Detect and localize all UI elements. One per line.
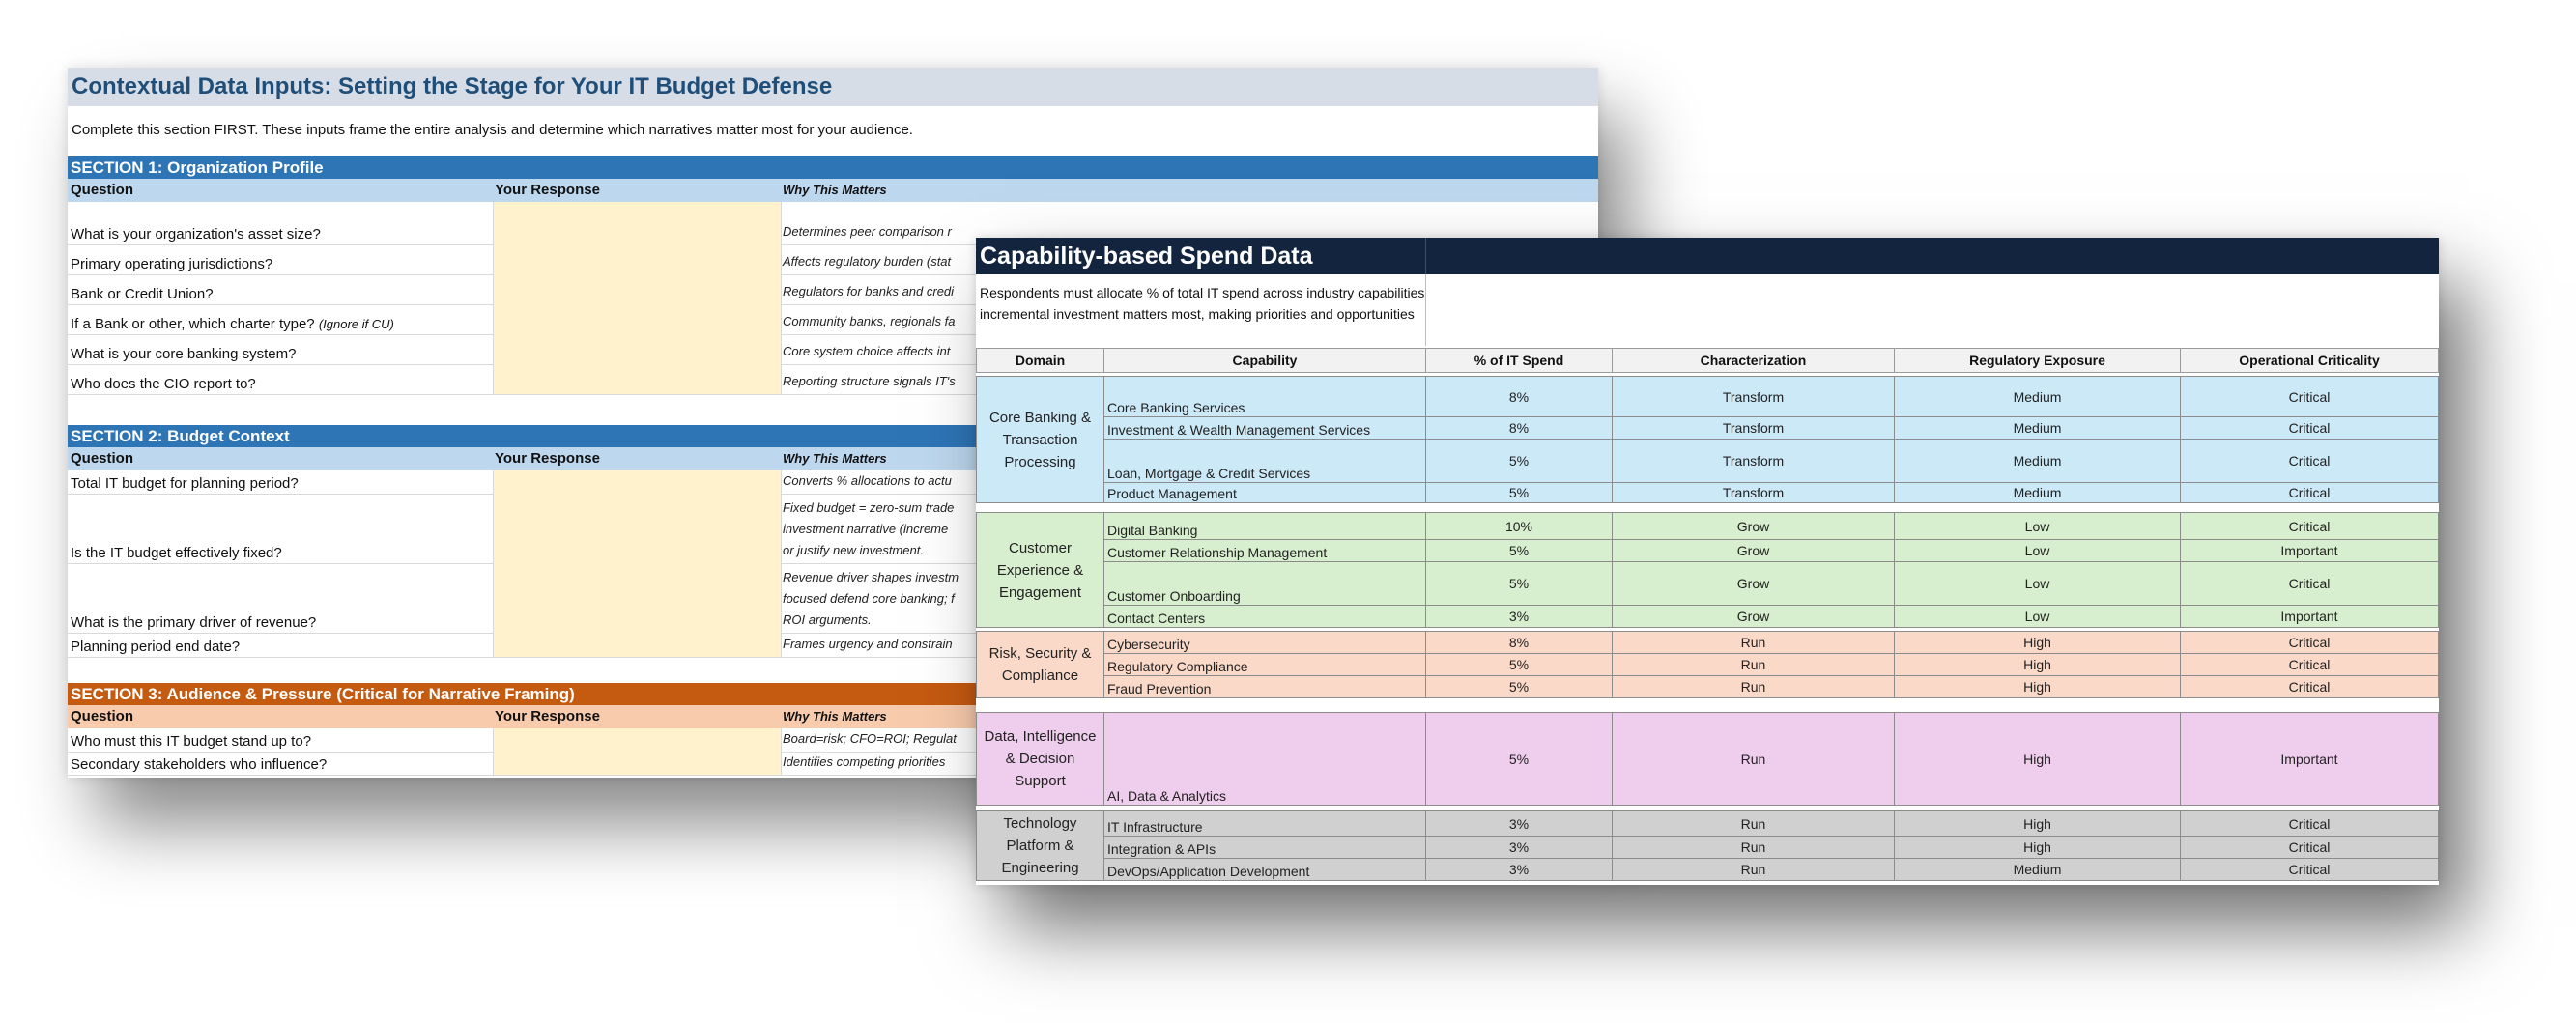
domain-cell: Technology Platform & Engineering <box>976 810 1104 881</box>
operational-criticality-cell: Critical <box>2180 512 2439 540</box>
operational-criticality-cell: Critical <box>2180 675 2439 698</box>
regulatory-exposure-cell: High <box>1894 836 2181 859</box>
capability-cell: Cybersecurity <box>1103 631 1426 654</box>
header-pct-spend: % of IT Spend <box>1425 348 1613 373</box>
capability-cell: Loan, Mortgage & Credit Services <box>1103 439 1426 483</box>
why-text: Community banks, regionals fa <box>783 314 956 328</box>
domain-cell: Risk, Security & Compliance <box>976 631 1104 698</box>
section-3-header: SECTION 3: Audience & Pressure (Critical for Narrative Framing) <box>68 683 1598 705</box>
pct-spend-cell: 5% <box>1425 439 1613 483</box>
operational-criticality-cell: Critical <box>2180 561 2439 606</box>
sheet1-intro: Complete this section FIRST. These inputs frame the entire analysis and determine which narratives matter most for your audience. <box>72 122 913 138</box>
section-2-header: SECTION 2: Budget Context <box>68 425 1598 447</box>
characterization-cell: Run <box>1612 675 1895 698</box>
operational-criticality-cell: Critical <box>2180 810 2439 837</box>
col-why: Why This Matters <box>783 183 887 197</box>
response-cell[interactable] <box>493 304 782 334</box>
sheet2-intro <box>976 274 1426 346</box>
regulatory-exposure-cell: High <box>1894 675 2181 698</box>
regulatory-exposure-cell: High <box>1894 810 2181 837</box>
characterization-cell: Run <box>1612 712 1895 806</box>
question-text: Secondary stakeholders who influence? <box>71 756 328 773</box>
question-text: If a Bank or other, which charter type? <box>71 316 315 332</box>
sheet2-title: Capability-based Spend Data <box>980 242 1313 270</box>
capability-cell: Fraud Prevention <box>1103 675 1426 698</box>
question-text: What is the primary driver of revenue? <box>71 614 317 631</box>
capability-cell: AI, Data & Analytics <box>1103 712 1426 806</box>
why-text: Determines peer comparison r <box>783 224 952 239</box>
capability-cell: Customer Relationship Management <box>1103 539 1426 562</box>
why-text: Revenue driver shapes investm focused defend core banking; f ROI arguments. <box>783 570 959 627</box>
header-capability: Capability <box>1103 348 1426 373</box>
operational-criticality-cell: Critical <box>2180 858 2439 881</box>
regulatory-exposure-cell: Low <box>1894 605 2181 628</box>
capability-cell: Digital Banking <box>1103 512 1426 540</box>
why-text: Frames urgency and constrain <box>783 637 953 651</box>
intro-line: incremental investment matters most, making priorities and opportunities <box>980 306 1415 322</box>
operational-criticality-cell: Important <box>2180 605 2439 628</box>
pct-spend-cell: 3% <box>1425 858 1613 881</box>
regulatory-exposure-cell: High <box>1894 653 2181 676</box>
capability-cell: DevOps/Application Development <box>1103 858 1426 881</box>
header-domain: Domain <box>976 348 1104 373</box>
capability-spend-sheet <box>976 238 2439 885</box>
sheet2-title-bar <box>976 238 2439 274</box>
response-cell[interactable] <box>493 752 782 775</box>
regulatory-exposure-cell: Low <box>1894 561 2181 606</box>
operational-criticality-cell: Critical <box>2180 653 2439 676</box>
pct-spend-cell: 5% <box>1425 675 1613 698</box>
section-1-column-headers <box>68 179 1598 202</box>
operational-criticality-cell: Critical <box>2180 416 2439 440</box>
response-cell[interactable] <box>493 470 782 494</box>
title-divider <box>1425 238 1426 274</box>
domain-cell: Customer Experience & Engagement <box>976 512 1104 628</box>
header-operational-criticality: Operational Criticality <box>2180 348 2439 373</box>
operational-criticality-cell: Critical <box>2180 631 2439 654</box>
regulatory-exposure-cell: Medium <box>1894 858 2181 881</box>
characterization-cell: Transform <box>1612 376 1895 417</box>
why-text: Reporting structure signals IT's <box>783 374 956 388</box>
characterization-cell: Transform <box>1612 482 1895 503</box>
col-why: Why This Matters <box>783 709 887 724</box>
question-text: Planning period end date? <box>71 639 241 655</box>
capability-cell: IT Infrastructure <box>1103 810 1426 837</box>
question-text: Is the IT budget effectively fixed? <box>71 545 282 561</box>
capability-cell: Investment & Wealth Management Services <box>1103 416 1426 440</box>
pct-spend-cell: 8% <box>1425 376 1613 417</box>
capability-cell: Regulatory Compliance <box>1103 653 1426 676</box>
response-cell[interactable] <box>493 274 782 304</box>
response-cell[interactable] <box>493 633 782 657</box>
question-text: Who must this IT budget stand up to? <box>71 733 312 750</box>
pct-spend-cell: 5% <box>1425 482 1613 503</box>
response-cell[interactable] <box>493 334 782 364</box>
domain-cell: Data, Intelligence & Decision Support <box>976 712 1104 806</box>
pct-spend-cell: 8% <box>1425 416 1613 440</box>
response-cell[interactable] <box>493 244 782 274</box>
pct-spend-cell: 5% <box>1425 653 1613 676</box>
col-why: Why This Matters <box>783 451 887 466</box>
characterization-cell: Grow <box>1612 561 1895 606</box>
regulatory-exposure-cell: Medium <box>1894 416 2181 440</box>
characterization-cell: Run <box>1612 631 1895 654</box>
question-text: What is your core banking system? <box>71 346 297 362</box>
characterization-cell: Transform <box>1612 416 1895 440</box>
pct-spend-cell: 10% <box>1425 512 1613 540</box>
response-cell[interactable] <box>493 364 782 394</box>
capability-cell: Product Management <box>1103 482 1426 503</box>
why-text: Core system choice affects int <box>783 344 951 358</box>
response-cell[interactable] <box>493 563 782 633</box>
question-text: What is your organization's asset size? <box>71 226 321 242</box>
response-cell[interactable] <box>493 202 782 244</box>
characterization-cell: Run <box>1612 836 1895 859</box>
characterization-cell: Grow <box>1612 512 1895 540</box>
why-text: Converts % allocations to actu <box>783 473 952 488</box>
pct-spend-cell: 8% <box>1425 631 1613 654</box>
regulatory-exposure-cell: High <box>1894 712 2181 806</box>
section-1-header: SECTION 1: Organization Profile <box>68 156 1598 179</box>
pct-spend-cell: 3% <box>1425 836 1613 859</box>
domain-cell: Core Banking & Transaction Processing <box>976 376 1104 503</box>
operational-criticality-cell: Critical <box>2180 376 2439 417</box>
question-text: Who does the CIO report to? <box>71 376 256 392</box>
regulatory-exposure-cell: Medium <box>1894 439 2181 483</box>
characterization-cell: Run <box>1612 810 1895 837</box>
operational-criticality-cell: Important <box>2180 539 2439 562</box>
characterization-cell: Run <box>1612 653 1895 676</box>
why-text: Fixed budget = zero-sum trade investment narrative (increme or justify new investment. <box>783 500 955 557</box>
characterization-cell: Transform <box>1612 439 1895 483</box>
pct-spend-cell: 3% <box>1425 605 1613 628</box>
question-text: Total IT budget for planning period? <box>71 475 299 492</box>
pct-spend-cell: 5% <box>1425 539 1613 562</box>
regulatory-exposure-cell: Low <box>1894 539 2181 562</box>
header-characterization: Characterization <box>1612 348 1895 373</box>
pct-spend-cell: 3% <box>1425 810 1613 837</box>
header-regulatory-exposure: Regulatory Exposure <box>1894 348 2181 373</box>
characterization-cell: Grow <box>1612 605 1895 628</box>
why-text: Affects regulatory burden (stat <box>783 254 952 269</box>
response-cell[interactable] <box>493 494 782 563</box>
col-response: Your Response <box>495 182 600 198</box>
response-cell[interactable] <box>493 728 782 752</box>
regulatory-exposure-cell: High <box>1894 631 2181 654</box>
why-text: Board=risk; CFO=ROI; Regulat <box>783 731 957 746</box>
capability-cell: Customer Onboarding <box>1103 561 1426 606</box>
capability-cell: Core Banking Services <box>1103 376 1426 417</box>
why-text: Identifies competing priorities <box>783 754 946 769</box>
operational-criticality-cell: Critical <box>2180 439 2439 483</box>
operational-criticality-cell: Critical <box>2180 836 2439 859</box>
sheet1-title: Contextual Data Inputs: Setting the Stage for Your IT Budget Defense <box>68 68 1598 106</box>
question-text: Primary operating jurisdictions? <box>71 256 273 272</box>
intro-line: Respondents must allocate % of total IT spend across industry capabilities <box>980 285 1425 300</box>
regulatory-exposure-cell: Medium <box>1894 376 2181 417</box>
operational-criticality-cell: Critical <box>2180 482 2439 503</box>
col-response: Your Response <box>495 450 600 467</box>
regulatory-exposure-cell: Medium <box>1894 482 2181 503</box>
col-response: Your Response <box>495 708 600 725</box>
regulatory-exposure-cell: Low <box>1894 512 2181 540</box>
capability-cell: Integration & APIs <box>1103 836 1426 859</box>
operational-criticality-cell: Important <box>2180 712 2439 806</box>
pct-spend-cell: 5% <box>1425 712 1613 806</box>
characterization-cell: Grow <box>1612 539 1895 562</box>
why-text: Regulators for banks and credi <box>783 284 955 298</box>
pct-spend-cell: 5% <box>1425 561 1613 606</box>
col-question: Question <box>71 450 134 467</box>
question-note: (Ignore if CU) <box>318 317 394 331</box>
question-text: Bank or Credit Union? <box>71 286 214 302</box>
capability-cell: Contact Centers <box>1103 605 1426 628</box>
col-question: Question <box>71 182 134 198</box>
col-question: Question <box>71 708 134 725</box>
characterization-cell: Run <box>1612 858 1895 881</box>
